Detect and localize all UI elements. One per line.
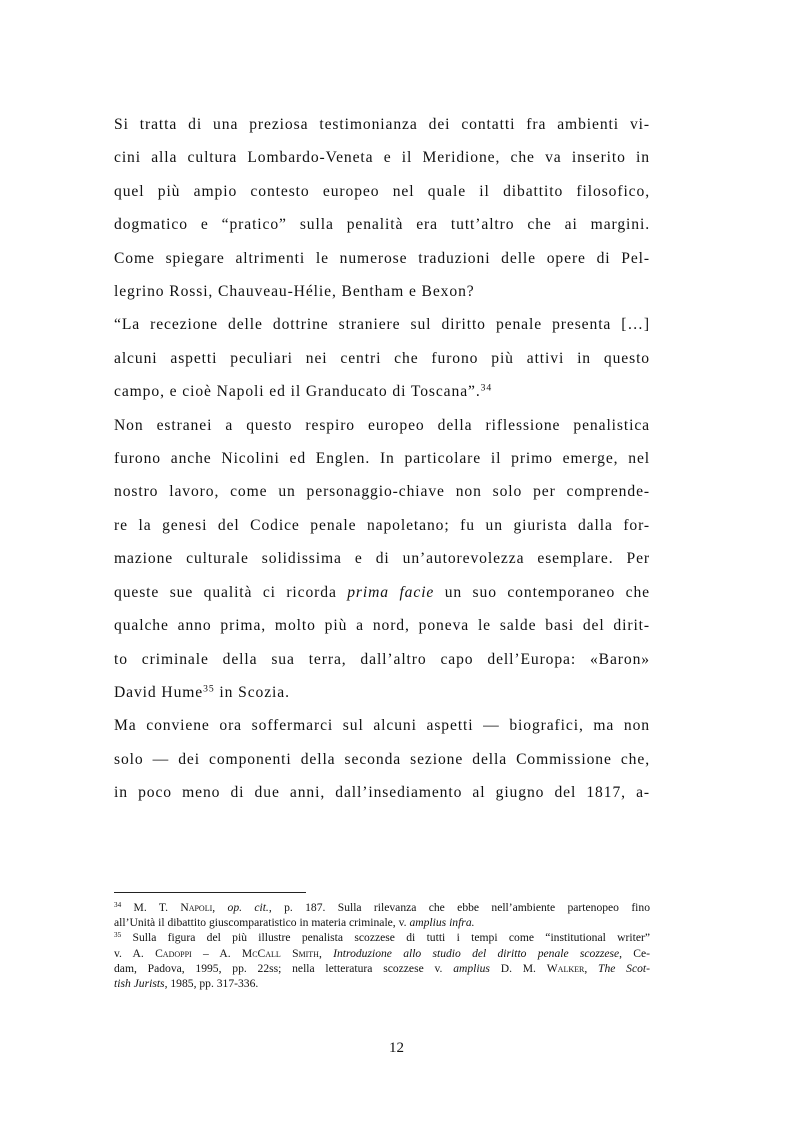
text-line: cini alla cultura Lombardo-Veneta e il Meridione, che va inserito in <box>114 149 650 167</box>
text-span: – A. <box>191 946 242 960</box>
page-number: 12 <box>389 1040 404 1056</box>
text-span: , 1985, pp. 317-336. <box>164 977 259 991</box>
text-line: nostro lavoro, come un personaggio-chiave non solo per comprende- <box>114 483 650 501</box>
text-span: , <box>318 946 334 960</box>
footnote-number: 35 <box>114 931 122 940</box>
italic-text: amplius <box>453 961 490 975</box>
text-line: Non estranei a questo respiro europeo della riflessione penalistica <box>114 416 650 434</box>
text-line <box>114 375 650 408</box>
text-line: in poco meno di due anni, dall’insediamento al giugno del 1817, a- <box>114 784 650 802</box>
footnote-35 <box>114 930 650 945</box>
footnote-34 <box>114 900 650 915</box>
footnotes <box>114 900 650 991</box>
footnote-35-line <box>114 946 650 961</box>
text-line: re la genesi del Codice penale napoletano; fu un giurista dalla for- <box>114 516 650 534</box>
italic-text: The Scot- <box>598 961 650 975</box>
text-line: Come spiegare altrimenti le numerose traduzioni delle opere di Pel- <box>114 249 650 267</box>
text-line: “La recezione delle dottrine straniere sul diritto penale presenta […] <box>114 316 650 334</box>
footnote-35-line <box>114 961 650 976</box>
text-line: qualche anno prima, molto più a nord, poneva le salde basi del dirit- <box>114 617 650 635</box>
text-line: quel più ampio contesto europeo nel quale il dibattito filosofico, <box>114 182 650 200</box>
text-span: queste sue qualità ci ricorda <box>114 583 348 601</box>
text-span: in Scozia. <box>214 683 290 701</box>
text-line: mazione culturale solidissima e di un’autorevolezza esemplare. Per <box>114 550 650 568</box>
italic-text: Introduzione allo studio del diritto penale scozzese <box>333 946 620 960</box>
italic-text: tish Jurists <box>114 977 165 991</box>
footnote-number: 34 <box>114 901 122 910</box>
text-line: alcuni aspetti peculiari nei centri che furono più attivi in questo <box>114 349 650 367</box>
text-span: D. M. <box>489 961 547 975</box>
text-line <box>114 576 650 609</box>
author-name: McCall Smith <box>241 946 319 960</box>
text-span: dam, Padova, 1995, pp. 22ss; nella letteratura scozzese v. <box>114 961 454 975</box>
footnote-35-line <box>114 976 650 991</box>
author-name: Cadoppi <box>155 946 192 960</box>
text-span: , <box>212 901 228 914</box>
footnote-ref-34: 34 <box>480 382 493 394</box>
text-span: , p. 187. Sulla rilevanza che ebbe nell’ambiente partenopeo fino <box>268 901 650 914</box>
footnote-34-line <box>114 915 650 930</box>
text-line: Si tratta di una preziosa testimonianza dei contatti fra ambienti vi- <box>114 116 650 133</box>
text-line: dogmatico e “pratico” sulla penalità era tutt’altro che ai margini. <box>114 216 650 234</box>
text-line: furono anche Nicolini ed Englen. In particolare il primo emerge, nel <box>114 450 650 468</box>
footnote-separator <box>114 892 306 893</box>
text-line: solo — dei componenti della seconda sezione della Commissione che, <box>114 750 650 768</box>
main-text <box>114 108 650 810</box>
text-span: , Ce- <box>619 946 651 960</box>
text-span: v. A. <box>114 946 156 960</box>
text-span: , <box>584 961 598 975</box>
text-span: David Hume <box>114 683 204 701</box>
text-span: un suo contemporaneo che <box>434 583 650 601</box>
text-span: M. T. <box>121 901 181 914</box>
italic-text: amplius infra. <box>409 916 475 930</box>
italic-text: op. cit. <box>227 901 269 914</box>
text-span: all’Unità il dibattito giuscomparatistico in materia criminale, v. <box>114 916 410 930</box>
author-name: Napoli <box>180 901 213 914</box>
text-line <box>114 676 650 709</box>
quote-end-text: campo, e cioè Napoli ed il Granducato di Toscana”. <box>114 383 481 401</box>
text-line: Ma conviene ora soffermarci sul alcuni aspetti — biografici, ma non <box>114 717 650 735</box>
footnote-ref-35: 35 <box>203 683 215 695</box>
italic-prima-facie: prima facie <box>347 583 435 601</box>
text-span: Sulla figura del più illustre penalista scozzese di tutti i tempi come “institutional writer” <box>121 931 650 945</box>
text-line: to criminale della sua terra, dall’altro capo dell’Europa: «Baron» <box>114 650 650 668</box>
text-line: legrino Rossi, Chauveau-Hélie, Bentham e Bexon? <box>114 283 475 301</box>
author-name: Walker <box>546 961 585 975</box>
